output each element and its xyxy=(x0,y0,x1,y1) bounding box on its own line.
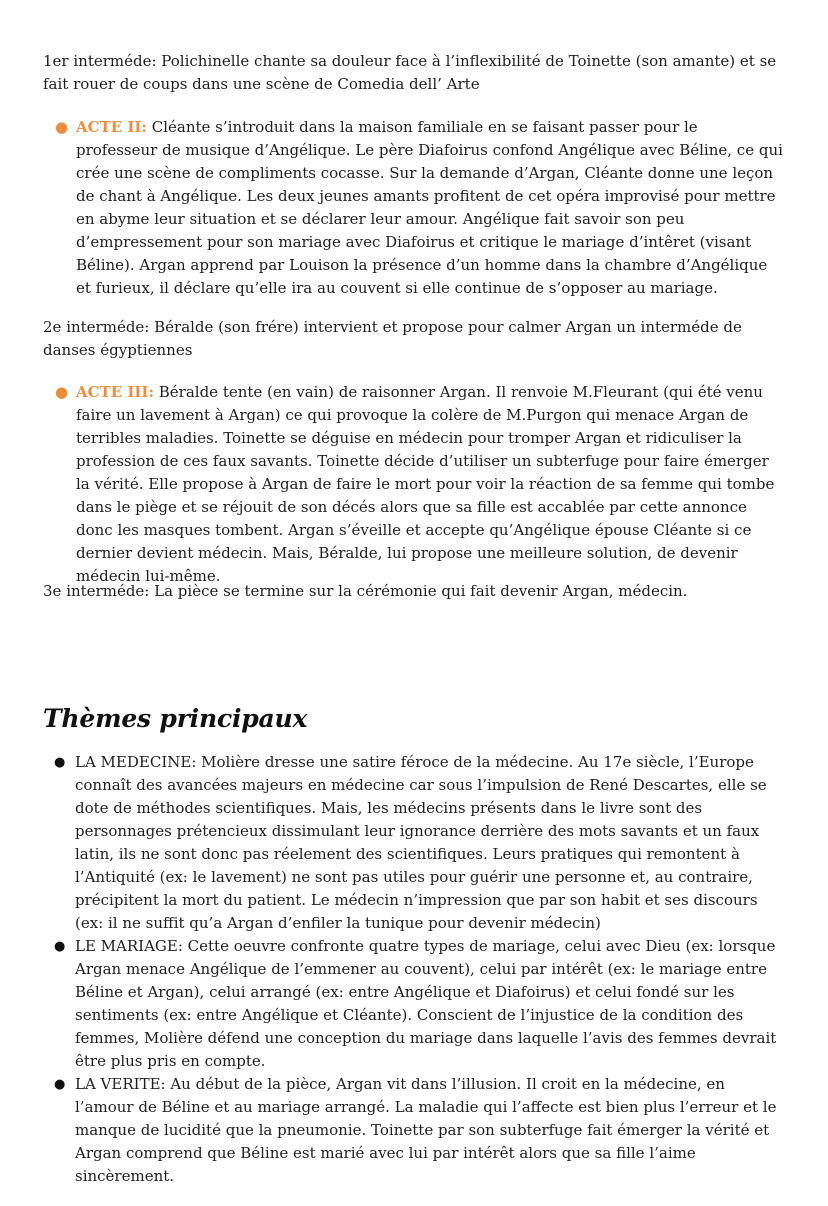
bullet-icon: ● xyxy=(55,383,69,401)
theme-item-mariage xyxy=(43,935,788,1073)
theme-text: LA MEDECINE: Molière dresse une satire féroce de la médecine. Au 17e siècle, l’Europe connaît des avancées majeurs en médecine car sous l’impulsion de René Descartes, elle se dote de méthodes scientifiques. Mais, les médecins présents dans le livre sont des personnages prétencieux dissimulant leur ignorance derrière des mots savants et un faux latin, ils ne sont donc pas réelement des scientifiques. Leurs pratiques qui remontent à l’Antiquité (ex: le lavement) ne sont pas utiles pour guérir une personne et, au contraire, précipitent la mort du patient. Le médecin n’impression que par son habit et ses discours (ex: il ne suffit qu’a Argan d’enfiler la tunique pour devenir médecin) xyxy=(75,753,767,932)
theme-item-medecine xyxy=(43,751,788,935)
act-2-text: Cléante s’introduit dans la maison familiale en se faisant passer pour le professeur de musique d’Angélique. Le père Diafoirus confond Angélique avec Béline, ce qui crée une scène de compliments cocasse. Sur la demande d’Argan, Cléante donne une leçon de chant à Angélique. Les deux jeunes amants profitent de cet opéra improvisé pour mettre en abyme leur situation et se déclarer leur amour. Angélique fait savoir son peu d’empressement pour son mariage avec Diafoirus et critique le mariage d’intêret (visant Béline). Argan apprend par Louison la présence d’un homme dans la chambre d’Angélique et furieux, il déclare qu’elle ira au couvent si elle continue de s’opposer au mariage. xyxy=(76,118,783,297)
intermede-1: 1er interméde: Polichinelle chante sa douleur face à l’inflexibilité de Toinette (son amante) et se fait rouer de coups dans une scène de Comedia dell’ Arte xyxy=(43,52,777,93)
bullet-icon: ● xyxy=(54,1077,66,1092)
bullet-icon: ● xyxy=(54,755,66,770)
intermede-2: 2e interméde: Béralde (son frére) intervient et propose pour calmer Argan un interméde de danses égyptiennes xyxy=(43,318,742,359)
act-3-text: Béralde tente (en vain) de raisonner Argan. Il renvoie M.Fleurant (qui été venu faire un lavement à Argan) ce qui provoque la colère de M.Purgon qui menace Argan de terribles maladies. Toinette se déguise en médecin pour tromper Argan et ridiculiser la profession de ces faux savants. Toinette décide d’utiliser un subterfuge pour faire émerger la vérité. Elle propose à Argan de faire le mort pour voir la réaction de sa femme qui tombe dans le piège et se réjouit de son décés alors que sa fille est accablée par cette annonce donc les masques tombent. Argan s’éveille et accepte qu’Angélique épouse Cléante si ce dernier devient médecin. Mais, Béralde, lui propose une meilleure solution, de devenir médecin lui-même. xyxy=(76,383,775,585)
intermede-3: 3e interméde: La pièce se termine sur la cérémonie qui fait devenir Argan, médecin. xyxy=(43,582,688,600)
act-3-label: ACTE III: xyxy=(76,383,154,401)
act-2-item xyxy=(43,116,783,300)
bullet-icon: ● xyxy=(55,118,69,136)
act-3-item xyxy=(43,381,783,588)
themes-list xyxy=(43,751,788,1188)
theme-item-verite xyxy=(43,1073,788,1188)
act-2-label: ACTE II: xyxy=(76,118,147,136)
themes-heading: Thèmes principaux xyxy=(43,704,308,733)
theme-text: LE MARIAGE: Cette oeuvre confronte quatre types de mariage, celui avec Dieu (ex: lorsque Argan menace Angélique de l’emmener au couvent), celui par intérêt (ex: le mariage entre Béline et Argan), celui arrangé (ex: entre Angélique et Diafoirus) et celui fondé sur les sentiments (ex: entre Angélique et Cléante). Conscient de l’injustice de la condition des femmes, Molière défend une conception du mariage dans laquelle l’avis des femmes devrait être plus pris en compte. xyxy=(75,937,777,1070)
theme-text: LA VERITE: Au début de la pièce, Argan vit dans l’illusion. Il croit en la médecine, en l’amour de Béline et au mariage arrangé. La maladie qui l’affecte est bien plus l’erreur et le manque de lucidité que la pneumonie. Toinette par son subterfuge fait émerger la vérité et Argan comprend que Béline est marié avec lui par intérêt alors que sa fille l’aime sincèrement. xyxy=(75,1075,777,1185)
bullet-icon: ● xyxy=(54,939,66,954)
